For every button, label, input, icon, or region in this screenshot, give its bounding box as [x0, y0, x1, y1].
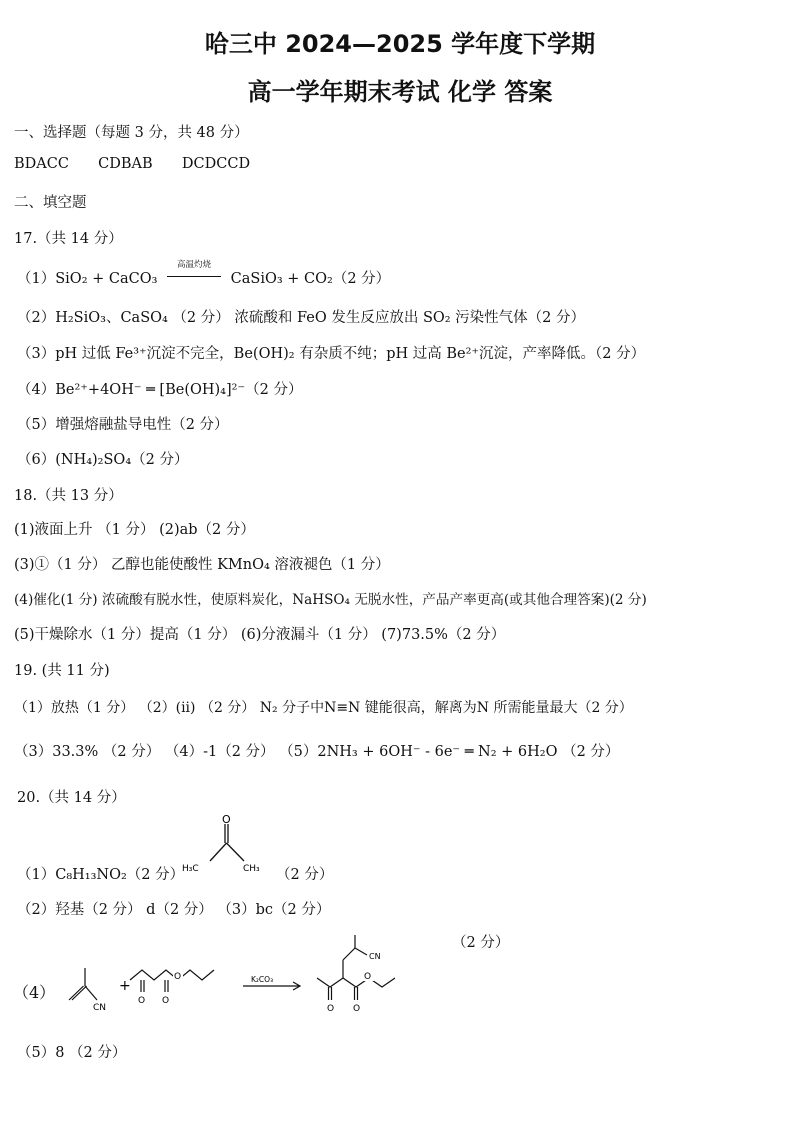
- mc-group-1: BDACC: [14, 156, 69, 172]
- page-title: 哈三中 2024—2025 学年度下学期: [204, 30, 596, 58]
- q20-heading: 20.（共 14 分）: [17, 790, 126, 806]
- reaction-arrow: 高温灼烧: [165, 269, 223, 283]
- reagent-k2co3-label: K₂CO₃: [251, 975, 274, 984]
- q18-heading: 18.（共 13 分）: [14, 488, 123, 504]
- mc-group-3: DCDCCD: [181, 156, 251, 172]
- page-subtitle: 高一学年期末考试 化学 答案: [247, 78, 553, 106]
- q19-heading: 19. (共 11 分): [14, 663, 110, 679]
- q19-line-2: （3）33.3% （2 分） （4）-1（2 分） （5）2NH₃ + 6OH⁻ - 6e⁻ ═ N₂ + 6H₂O （2 分）: [14, 744, 620, 760]
- product-ester-o-label: O: [353, 1004, 361, 1014]
- mc-answers: [14, 156, 250, 172]
- q17-answer-6: （6）(NH₄)₂SO₄（2 分）: [17, 452, 189, 468]
- q19-line-1: （1）放热（1 分） （2）(ii) （2 分） N₂ 分子中N≡N 键能很高，解离为N 所需能量最大（2 分）: [14, 700, 633, 716]
- product-cn-label: CN: [369, 952, 381, 961]
- product-ether-o-label: O: [364, 972, 372, 982]
- reactant2-ketone-o-label: O: [138, 996, 146, 1006]
- q20-line-1-suffix: （2 分）: [276, 867, 334, 883]
- acetone-ch3-label: CH₃: [243, 864, 260, 874]
- section2-heading: 二、填空题: [14, 195, 87, 211]
- q20-line-3-score: （2 分）: [452, 935, 510, 951]
- q20-line-5: （5）8 （2 分）: [17, 1045, 127, 1061]
- section1-heading: 一、选择题（每题 3 分，共 48 分）: [14, 125, 249, 141]
- q18-line-2: (3)①（1 分） 乙醇也能使酸性 KMnO₄ 溶液褪色（1 分）: [14, 557, 390, 573]
- q17-answer-3: （3）pH 过低 Fe³⁺沉淀不完全，Be(OH)₂ 有杂质不纯；pH 过高 Be²⁺沉淀，产率降低。（2 分）: [17, 346, 646, 362]
- q17-answer-5: （5）增强熔融盐导电性（2 分）: [17, 417, 229, 433]
- plus-sign: +: [119, 978, 131, 994]
- acetone-structure: [180, 815, 270, 885]
- q17-heading: 17.（共 14 分）: [14, 231, 123, 247]
- q20-line-1-prefix: （1）C₈H₁₃NO₂（2 分）: [17, 867, 185, 883]
- q18-line-3: (4)催化(1 分) 浓硫酸有脱水性，使原料炭化，NaHSO₄ 无脱水性，产品产率更高(或其他合理答案)(2 分): [14, 592, 647, 608]
- product-ketone-o-label: O: [327, 1004, 335, 1014]
- q20-line-2: （2）羟基（2 分） d（2 分） （3）bc（2 分）: [17, 902, 331, 918]
- q18-line-4: (5)干燥除水（1 分）提高（1 分） (6)分液漏斗（1 分） (7)73.5%（2 分）: [14, 627, 506, 643]
- mc-group-2: CDBAB: [98, 156, 153, 172]
- q20-line-4-prefix: （4）: [13, 983, 56, 1002]
- q17-answer-1: （1）SiO₂ + CaCO₃ 高温灼烧 CaSiO₃ + CO₂（2 分）: [17, 260, 391, 287]
- q17-answer-2: （2）H₂SiO₃、CaSO₄ （2 分） 浓硫酸和 FeO 发生反应放出 SO₂ 污染性气体（2 分）: [17, 310, 586, 326]
- reactant1-cn-label: CN: [93, 1003, 107, 1013]
- acetone-oxygen-label: O: [222, 815, 231, 826]
- q20-reaction-scheme: [55, 920, 475, 1030]
- q18-line-1: (1)液面上升 （1 分） (2)ab（2 分）: [14, 522, 255, 538]
- acetone-h3c-label: H₃C: [182, 864, 199, 874]
- q17-answer-4: （4）Be²⁺+4OH⁻ ═ [Be(OH)₄]²⁻（2 分）: [17, 382, 303, 398]
- reactant2-ether-o-label: O: [174, 972, 182, 982]
- reactant2-ester-o-label: O: [162, 996, 170, 1006]
